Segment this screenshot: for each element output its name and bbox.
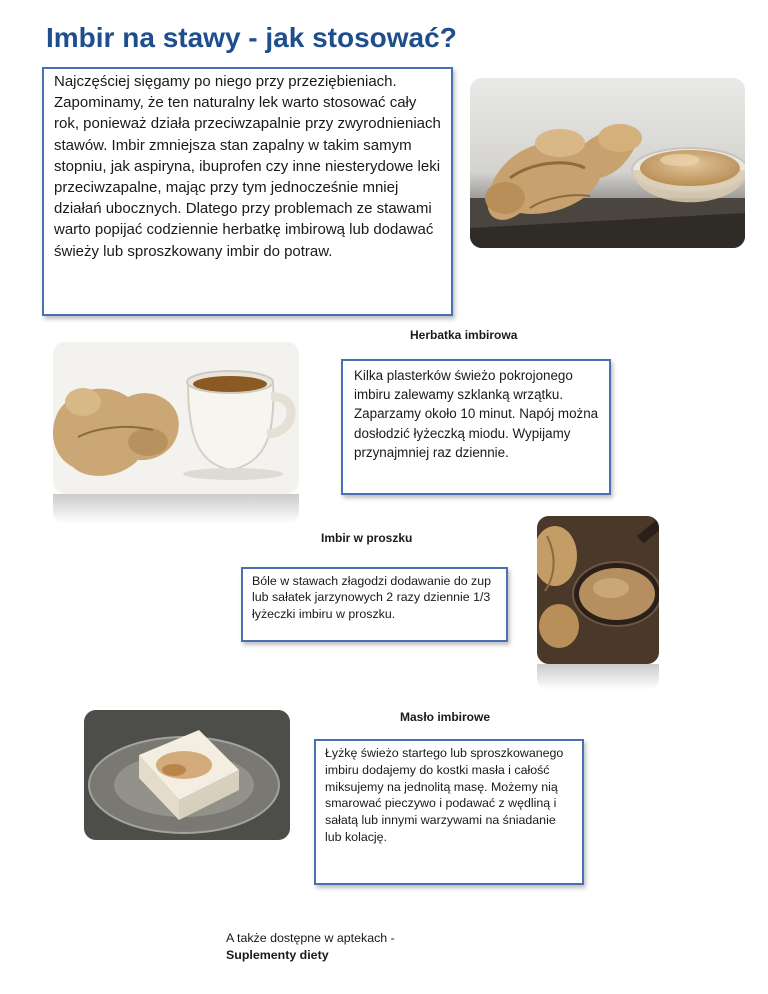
ginger-spoon-reflection — [537, 664, 659, 690]
ginger-tea-reflection — [53, 494, 299, 524]
ginger-tea-photo — [53, 342, 299, 494]
recipe-text-herbatka: Kilka plasterków świeżo pokrojonego imbiru zalewamy szklanką wrzątku. Zaparzamy około 10 minut. Napój można dosłodzić łyżeczką miodu. Wypijamy przynajmniej raz dziennie. — [354, 368, 599, 460]
recipe-text-maslo: Łyżkę świeżo startego lub sproszkowanego imbiru dodajemy do kostki masła i całość miksujemy na jednolitą masę. Możemy nią smarować pieczywo i podawać z wędliną i sałatą lub innymi warzywami na śniadanie lub kolację. — [325, 746, 564, 844]
footer-note — [226, 930, 395, 963]
page-title: Imbir na stawy - jak stosować? — [46, 22, 457, 53]
intro-text: Najczęściej sięgamy po niego przy przeziębieniach. Zapominamy, że ten naturalny lek warto stosować cały rok, ponieważ działa przeciwzapalnie przy zwyrodnieniach stawów. Imbir zmniejsza stan zapalny w takim samym stopniu, jak aspiryna, ibuprofen czy inne niesterydowe leki przeciwzapalne, mając przy tym jednocześnie mniej działań ubocznych. Dlatego przy problemach ze stawami warto popijać codziennie herbatkę imbirową lub dodawać świeży lub sproszkowany imbir do potraw. — [54, 73, 441, 260]
section-heading-maslo: Masło imbirowe — [400, 710, 491, 724]
footer-line-1: A także dostępne w aptekach - — [226, 931, 395, 945]
ginger-butter-illustration — [84, 710, 290, 840]
recipe-text-proszek: Bóle w stawach złagodzi dodawanie do zup lub sałatek jarzynowych 2 razy dziennie 1/3 łyżeczki imbiru w proszku. — [252, 574, 492, 621]
ginger-spoon-illustration — [537, 516, 659, 664]
ginger-butter-photo — [84, 710, 290, 840]
section-heading-proszek: Imbir w proszku — [321, 531, 413, 545]
ginger-tea-illustration — [53, 342, 299, 494]
intro-box — [42, 67, 453, 316]
footer-line-2: Suplementy diety — [226, 947, 329, 962]
recipe-box-proszek — [241, 567, 508, 642]
recipe-box-maslo — [314, 739, 584, 885]
ginger-spoon-photo — [537, 516, 659, 664]
ginger-powder-illustration — [470, 78, 745, 248]
ginger-powder-photo — [470, 78, 745, 248]
section-heading-herbatka: Herbatka imbirowa — [410, 328, 518, 342]
recipe-box-herbatka — [341, 359, 611, 495]
